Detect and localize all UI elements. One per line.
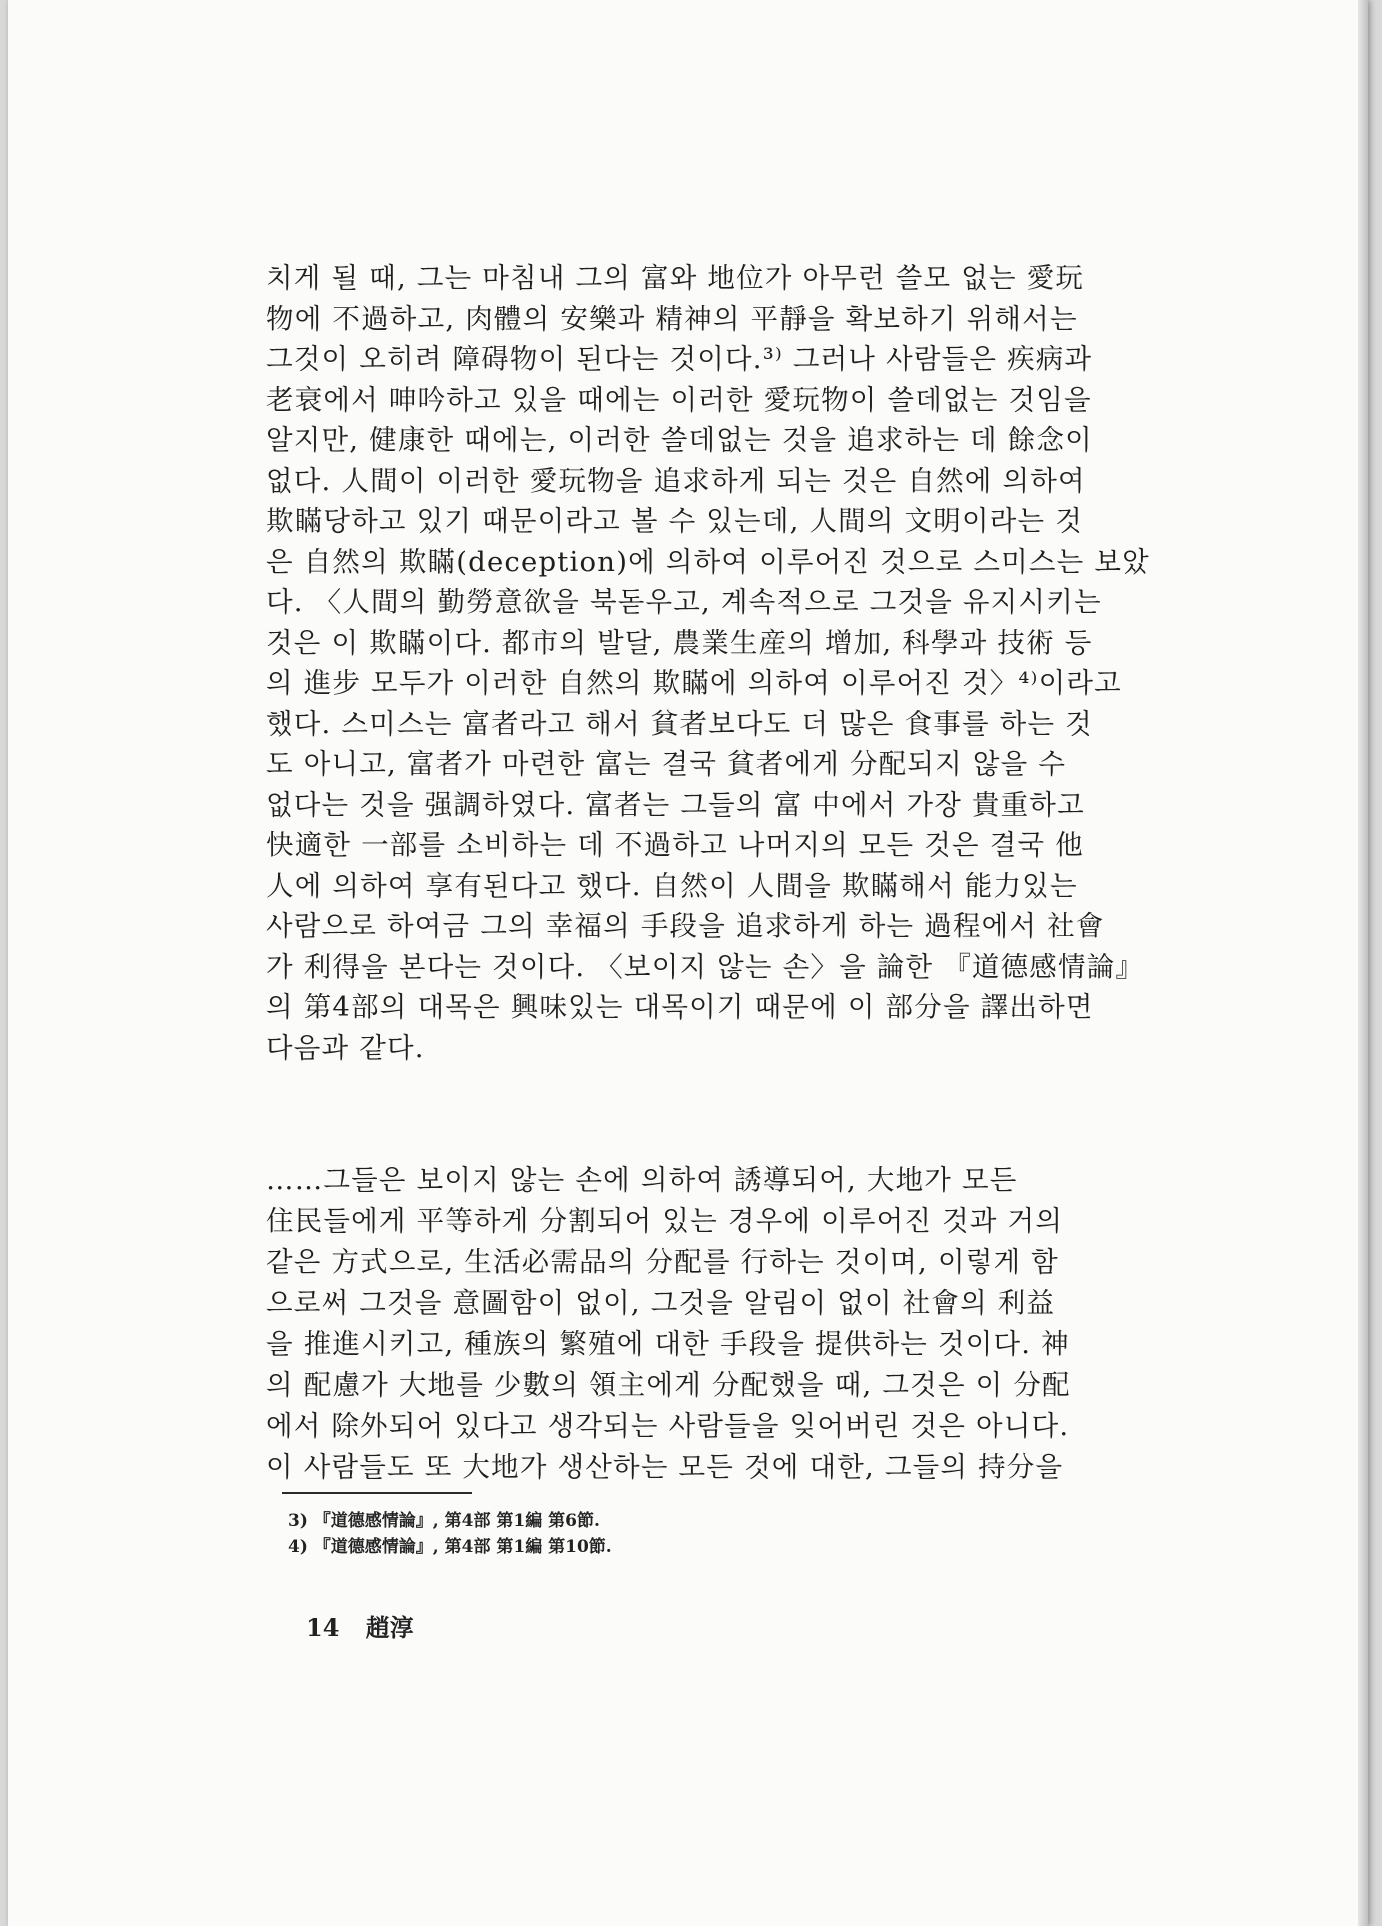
- footnotes: [288, 1508, 888, 1560]
- running-author: 趙淳: [365, 1613, 414, 1642]
- footnote: 4) 『道德感情論』, 第4部 第1編 第10節.: [288, 1537, 612, 1557]
- footnote-rule: [282, 1492, 472, 1494]
- text-line: 의 配慮가 大地를 少數의 領主에게 分配했을 때, 그것은 이 分配: [266, 1369, 1071, 1401]
- text-line: 그것이 오히려 障碍物이 된다는 것이다.³⁾ 그러나 사람들은 疾病과: [266, 343, 1093, 375]
- text-line: 에서 除外되어 있다고 생각되는 사람들을 잊어버린 것은 아니다.: [266, 1410, 1070, 1442]
- text-line: 가 利得을 본다는 것이다. 〈보이지 않는 손〉을 論한 『道德感情論』: [266, 950, 1145, 983]
- text-line: 도 아니고, 富者가 마련한 富는 결국 貧者에게 分配되지 않을 수: [266, 748, 1067, 780]
- text-line: 이 사람들도 또 大地가 생산하는 모든 것에 대한, 그들의 持分을: [266, 1451, 1064, 1483]
- text-line: 했다. 스미스는 富者라고 해서 貧者보다도 더 많은 食事를 하는 것: [266, 707, 1093, 740]
- page-edge: [1358, 0, 1368, 1926]
- text-line: 欺瞞당하고 있기 때문이라고 볼 수 있는데, 人間의 文明이라는 것: [266, 505, 1083, 537]
- text-line: 老衰에서 呻吟하고 있을 때에는 이러한 愛玩物이 쓸데없는 것임을: [266, 383, 1092, 416]
- text-line: 快適한 一部를 소비하는 데 不過하고 나머지의 모든 것은 결국 他: [266, 829, 1084, 861]
- page-number: 14: [306, 1613, 340, 1642]
- text-line: ……그들은 보이지 않는 손에 의하여 誘導되어, 大地가 모든: [266, 1164, 1018, 1196]
- text-line: 으로써 그것을 意圖함이 없이, 그것을 알림이 없이 社會의 利益: [266, 1287, 1056, 1319]
- text-line: 알지만, 健康한 때에는, 이러한 쓸데없는 것을 追求하는 데 餘念이: [266, 424, 1093, 456]
- book-page: [8, 0, 1368, 1926]
- page-folio: [306, 1608, 414, 1643]
- text-line: 같은 方式으로, 生活必需品의 分配를 行하는 것이며, 이렇게 함: [266, 1246, 1059, 1278]
- text-line: 다음과 같다.: [266, 1031, 425, 1064]
- text-line: 다. 〈人間의 勤勞意欲을 북돋우고, 계속적으로 그것을 유지시키는: [266, 586, 1102, 618]
- footnote: 3) 『道德感情論』, 第4部 第1編 第6節.: [288, 1511, 600, 1531]
- text-line: 人에 의하여 享有된다고 했다. 自然이 人間을 欺瞞해서 能力있는: [266, 869, 1078, 902]
- text-line: 을 推進시키고, 種族의 繁殖에 대한 手段을 提供하는 것이다. 神: [266, 1328, 1070, 1360]
- text-line: 것은 이 欺瞞이다. 都市의 발달, 農業生産의 增加, 科學과 技術 등: [266, 626, 1093, 659]
- text-line: 의 第4部의 대목은 興味있는 대목이기 때문에 이 部分을 譯出하면: [266, 991, 1094, 1023]
- text-line: 은 自然의 欺瞞(deception)에 의하여 이루어진 것으로 스미스는 보았: [266, 545, 1150, 578]
- text-line: 없다. 人間이 이러한 愛玩物을 追求하게 되는 것은 自然에 의하여: [266, 464, 1086, 497]
- text-line: 住民들에게 平等하게 分割되어 있는 경우에 이루어진 것과 거의: [266, 1205, 1064, 1237]
- text-line: 의 進步 모두가 이러한 自然의 欺瞞에 의하여 이루어진 것〉⁴⁾이라고: [266, 667, 1122, 699]
- quoted-passage: [266, 1160, 1172, 1488]
- text-line: 없다는 것을 强調하였다. 富者는 그들의 富 中에서 가장 貴重하고: [266, 788, 1085, 821]
- text-line: 사람으로 하여금 그의 幸福의 手段을 追求하게 하는 過程에서 社會: [266, 910, 1105, 942]
- text-line: 物에 不過하고, 肉體의 安樂과 精神의 平靜을 확보하기 위해서는: [266, 302, 1078, 335]
- body-paragraph: [266, 258, 1172, 1068]
- text-line: 치게 될 때, 그는 마침내 그의 富와 地位가 아무런 쓸모 없는 愛玩: [266, 262, 1085, 294]
